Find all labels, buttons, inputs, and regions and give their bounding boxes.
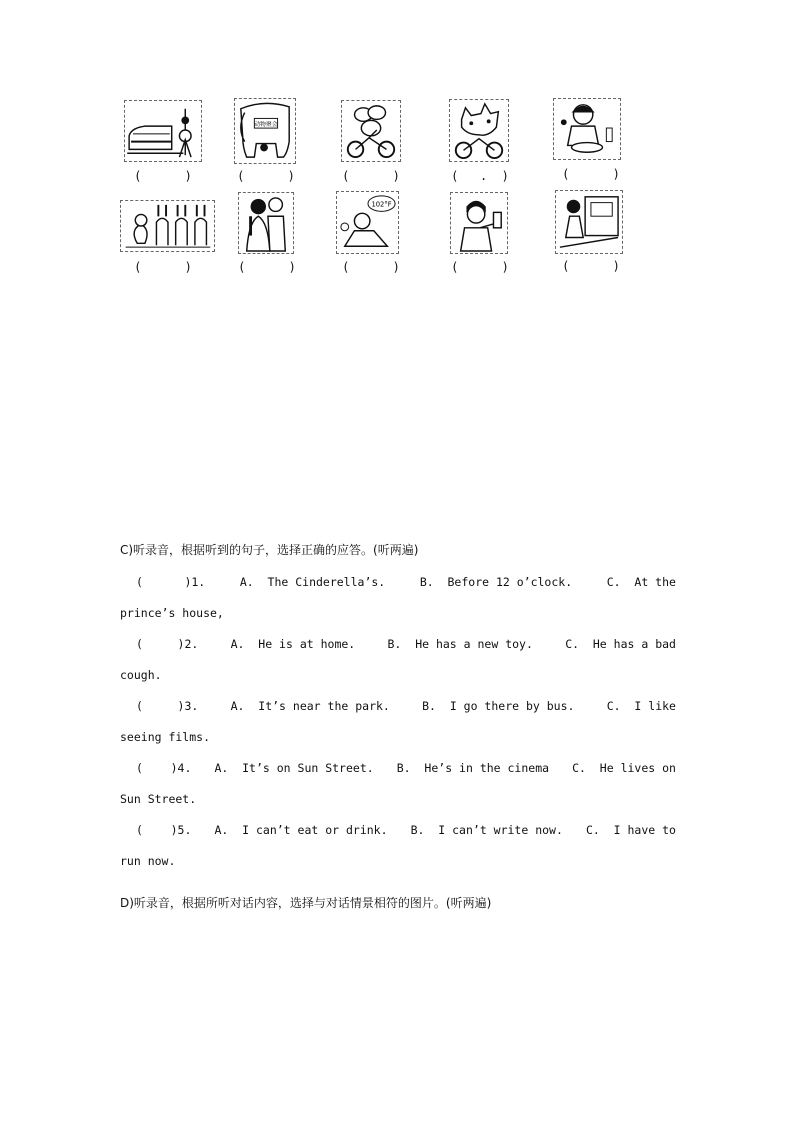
picture-10-girl-bus xyxy=(555,190,623,254)
picture-5-girl-eating xyxy=(553,98,621,160)
question-4-option-c: C. He lives on xyxy=(572,761,676,775)
question-5-option-a: A. I can’t eat or drink. xyxy=(214,823,388,837)
question-4-option-c-cont: Sun Street. xyxy=(120,792,197,806)
prince-princess-icon xyxy=(239,193,293,253)
picture-2-elephant xyxy=(234,98,296,164)
question-2-option-c-cont: cough. xyxy=(120,668,162,682)
section-c-questions xyxy=(120,567,676,877)
question-4 xyxy=(120,753,676,784)
question-2-option-b: B. He has a new toy. xyxy=(387,637,533,651)
question-4-continued xyxy=(120,784,676,815)
question-5 xyxy=(120,815,676,846)
mouse-bike-icon xyxy=(342,101,400,161)
question-2 xyxy=(120,629,676,660)
question-3-option-a: A. It’s near the park. xyxy=(230,699,390,713)
question-5-blank[interactable]: ( )5. xyxy=(136,823,192,837)
question-2-continued xyxy=(120,660,676,691)
sick-boy-icon xyxy=(337,192,398,253)
question-1-option-c-cont: prince’s house, xyxy=(120,606,224,620)
question-2-option-c: C. He has a bad xyxy=(565,637,676,651)
question-5-continued xyxy=(120,846,676,877)
section-c-heading: C)听录音，根据听到的句子，选择正确的应答。(听两遍) xyxy=(120,543,419,557)
question-3-continued xyxy=(120,722,676,753)
answer-blank-10[interactable]: ( ) xyxy=(562,259,620,273)
section-d-heading: D)听录音，根据所听对话内容，选择与对话情景相符的图片。(听两遍) xyxy=(120,896,492,910)
rabbits-icon xyxy=(121,201,214,251)
question-3-option-c: C. I like xyxy=(606,699,676,713)
question-3-option-c-cont: seeing films. xyxy=(120,730,211,744)
question-1-option-b: B. Before 12 o’clock. xyxy=(419,575,573,589)
answer-blank-7[interactable]: ( ) xyxy=(238,260,296,274)
picture-3-mouse-bike xyxy=(341,100,401,162)
answer-blank-1[interactable]: ( ) xyxy=(134,169,192,183)
answer-blank-8[interactable]: ( ) xyxy=(342,260,400,274)
girl-eating-icon xyxy=(554,99,620,159)
question-3-option-b: B. I go there by bus. xyxy=(422,699,575,713)
train-tower-icon xyxy=(125,101,201,161)
elephant-sign-text: 动物聚会 xyxy=(254,122,278,129)
question-5-option-c-cont: run now. xyxy=(120,854,176,868)
picture-4-cats-bike xyxy=(449,99,509,162)
girl-bus-icon xyxy=(556,191,622,253)
question-5-option-b: B. I can’t write now. xyxy=(410,823,563,837)
answer-blank-2[interactable]: ( ) xyxy=(237,169,295,183)
answer-blank-3[interactable]: ( ) xyxy=(342,169,400,183)
picture-9-boy-medicine xyxy=(450,192,508,254)
question-2-option-a: A. He is at home. xyxy=(230,637,356,651)
question-1-option-c: C. At the xyxy=(606,575,676,589)
boy-medicine-icon xyxy=(451,193,507,253)
answer-blank-6[interactable]: ( ) xyxy=(134,260,192,274)
picture-8-sick-boy xyxy=(336,191,399,254)
answer-blank-9[interactable]: ( ) xyxy=(451,260,509,274)
answer-blank-4[interactable]: ( . ) xyxy=(451,169,509,183)
question-4-blank[interactable]: ( )4. xyxy=(136,761,192,775)
question-4-option-a: A. It’s on Sun Street. xyxy=(214,761,374,775)
question-1-blank[interactable]: ( )1. xyxy=(136,575,206,589)
answer-blank-5[interactable]: ( ) xyxy=(562,167,620,181)
question-1-option-a: A. The Cinderella’s. xyxy=(239,575,386,589)
question-3 xyxy=(120,691,676,722)
question-1 xyxy=(120,567,676,598)
question-4-option-b: B. He’s in the cinema xyxy=(396,761,550,775)
question-1-continued xyxy=(120,598,676,629)
question-3-blank[interactable]: ( )3. xyxy=(136,699,199,713)
question-2-blank[interactable]: ( )2. xyxy=(136,637,199,651)
picture-6-rabbits xyxy=(120,200,215,252)
elephant-sign-icon xyxy=(235,99,295,163)
picture-7-prince-princess xyxy=(238,192,294,254)
question-5-option-c: C. I have to xyxy=(585,823,676,837)
temperature-text: 102°F xyxy=(371,200,392,209)
cats-bike-icon xyxy=(450,100,508,161)
picture-1-train-tower xyxy=(124,100,202,162)
